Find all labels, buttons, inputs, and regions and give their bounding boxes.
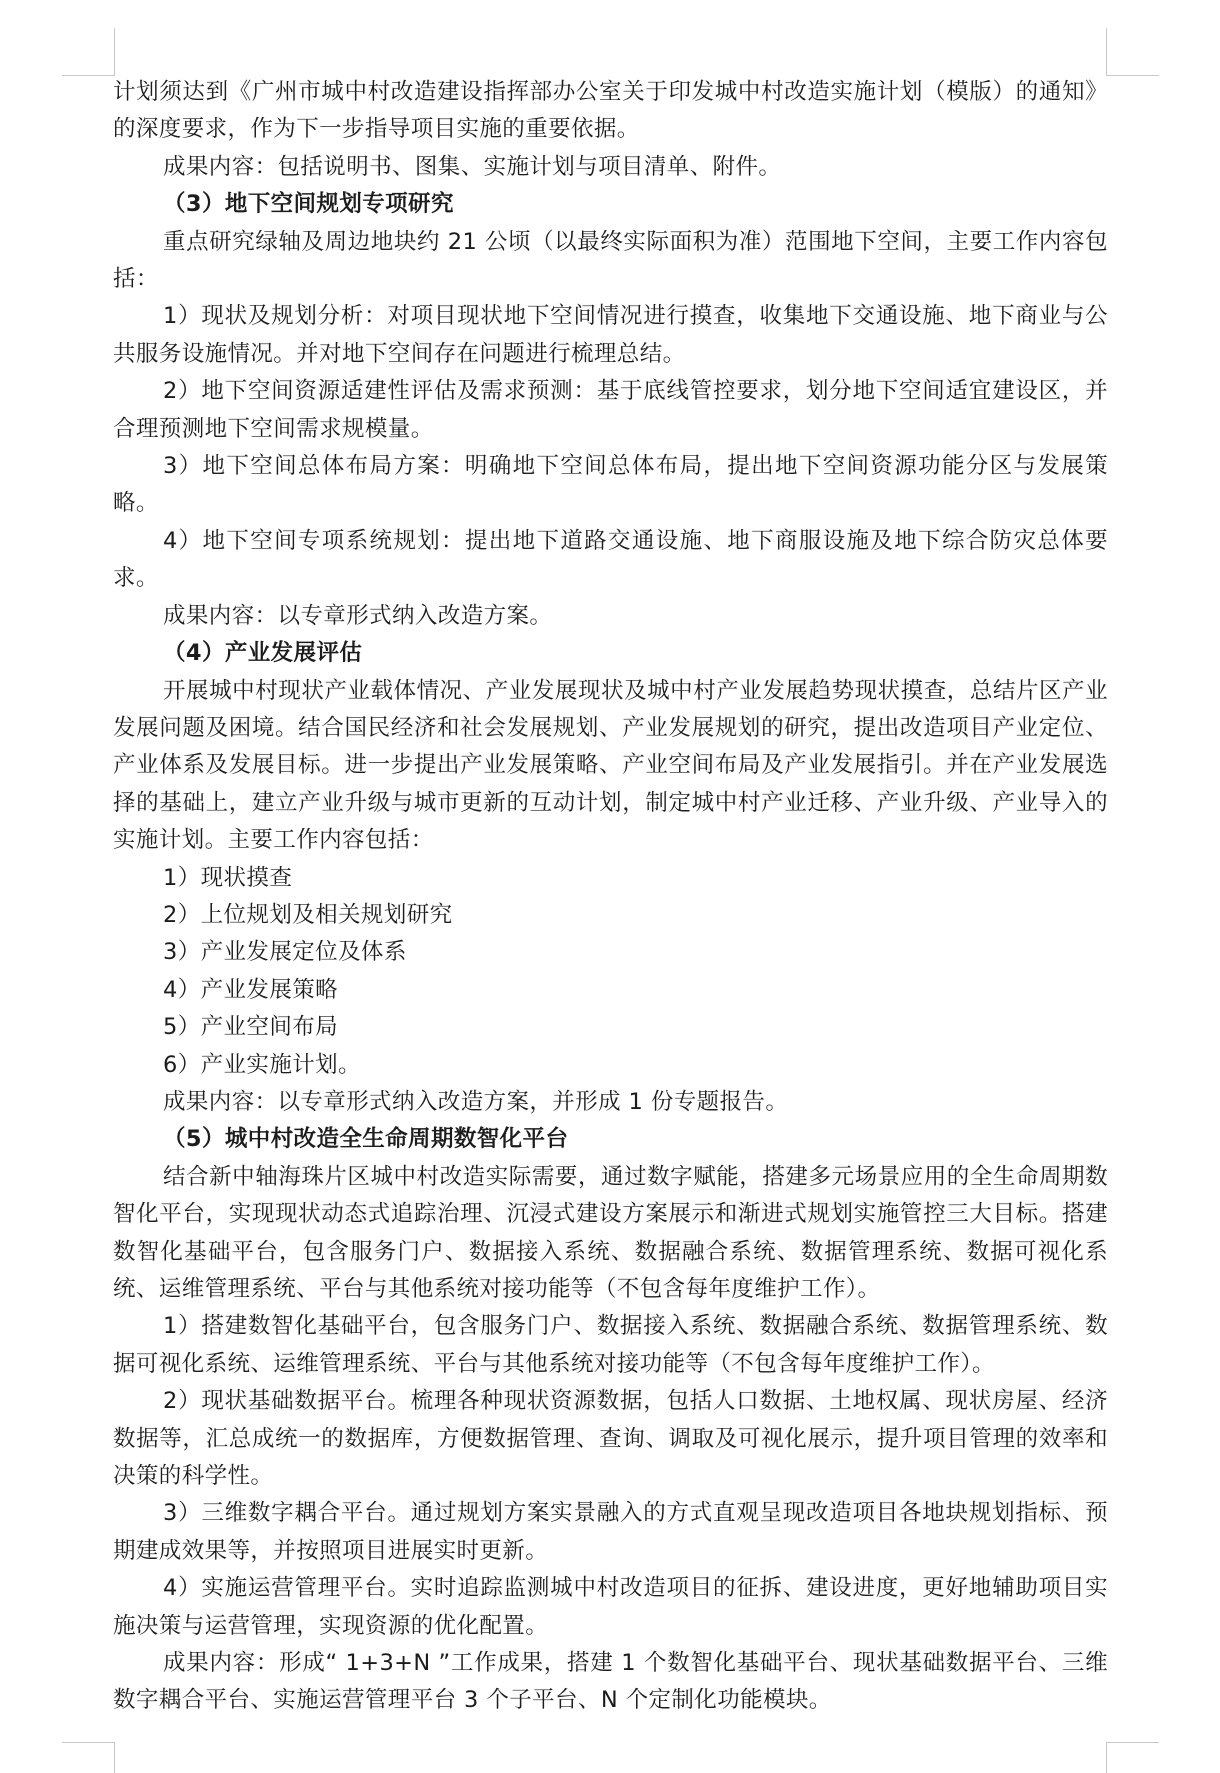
list-item-industry-2: 2）上位规划及相关规划研究 [163,901,453,928]
crop-mark-bottom-left [62,1742,115,1773]
crop-mark-top-right [1106,28,1159,76]
list-item-underground-1: 1）现状及规划分析：对项目现状地下空间情况进行摸查，收集地下交通设施、地下商业与公共服务设施情况。并对地下空间存在问题进行梳理总结。 [113,303,1108,367]
section-heading-industry: （4）产业发展评估 [163,640,363,667]
list-item-industry-3: 3）产业发展定位及体系 [163,939,407,966]
list-item-industry-5: 5）产业空间布局 [163,1014,339,1041]
paragraph-deliverables-industry: 成果内容：以专章形式纳入改造方案，并形成 1 份专题报告。 [163,1088,789,1115]
list-item-underground-3: 3）地下空间总体布局方案：明确地下空间总体布局，提出地下空间资源功能分区与发展策略。 [113,453,1108,517]
list-item-industry-4: 4）产业发展策略 [163,976,339,1003]
paragraph-continuation: 计划须达到《广州市城中村改造建设指挥部办公室关于印发城中村改造实施计划（模版）的通知》的深度要求，作为下一步指导项目实施的重要依据。 [113,79,1108,143]
crop-mark-top-left [62,28,115,76]
document-body [113,74,1108,1720]
list-item-underground-2: 2）地下空间资源适建性评估及需求预测：基于底线管控要求，划分地下空间适宜建设区，并合理预测地下空间需求规模量。 [113,378,1108,442]
crop-mark-bottom-right [1106,1742,1159,1773]
paragraph-deliverables-underground: 成果内容：以专章形式纳入改造方案。 [163,602,553,629]
list-item-industry-6: 6）产业实施计划。 [163,1051,361,1078]
list-item-industry-1: 1）现状摸查 [163,864,293,891]
list-item-platform-2: 2）现状基础数据平台。梳理各种现状资源数据，包括人口数据、土地权属、现状房屋、经济数据等，汇总成统一的数据库，方便数据管理、查询、调取及可视化展示，提升项目管理的效率和决策的科学性。 [113,1388,1108,1490]
list-item-platform-3: 3）三维数字耦合平台。通过规划方案实景融入的方式直观呈现改造项目各地块规划指标、预期建成效果等，并按照项目进展实时更新。 [113,1500,1108,1564]
list-item-platform-4: 4）实施运营管理平台。实时追踪监测城中村改造项目的征拆、建设进度，更好地辅助项目实施决策与运营管理，实现资源的优化配置。 [113,1575,1108,1639]
paragraph-deliverables-planning: 成果内容：包括说明书、图集、实施计划与项目清单、附件。 [163,153,782,180]
list-item-underground-4: 4）地下空间专项系统规划：提出地下道路交通设施、地下商服设施及地下综合防灾总体要求。 [113,527,1108,592]
paragraph-underground-intro: 重点研究绿轴及周边地块约 21 公顷（以最终实际面积为准）范围地下空间，主要工作内容包括： [113,228,1108,293]
section-heading-underground-space: （3）地下空间规划专项研究 [163,191,454,218]
section-heading-digital-platform: （5）城中村改造全生命周期数智化平台 [163,1126,569,1153]
paragraph-deliverables-platform: 成果内容：形成“ 1+3+N ”工作成果，搭建 1 个数智化基础平台、现状基础数据平台、三维数字耦合平台、实施运营管理平台 3 个子平台、N 个定制化功能模块。 [113,1650,1108,1714]
list-item-platform-1: 1）搭建数智化基础平台，包含服务门户、数据接入系统、数据融合系统、数据管理系统、数据可视化系统、运维管理系统、平台与其他系统对接功能等（不包含每年度维护工作）。 [113,1313,1108,1377]
paragraph-industry-intro: 开展城中村现状产业载体情况、产业发展现状及城中村产业发展趋势现状摸查，总结片区产业发展问题及困境。结合国民经济和社会发展规划、产业发展规划的研究，提出改造项目产业定位、产业体系及发展目标。进一步提出产业发展策略、产业空间布局及产业发展指引。并在产业发展选择的基础上，建立产业升级与城市更新的互动计划，制定城中村产业迁移、产业升级、产业导入的实施计划。主要工作内容包括： [113,677,1108,854]
paragraph-platform-intro: 结合新中轴海珠片区城中村改造实际需要，通过数字赋能，搭建多元场景应用的全生命周期数智化平台，实现现状动态式追踪治理、沉浸式建设方案展示和渐进式规划实施管控三大目标。搭建数智化基础平台，包含服务门户、数据接入系统、数据融合系统、数据管理系统、数据可视化系统、运维管理系统、平台与其他系统对接功能等（不包含每年度维护工作）。 [113,1163,1108,1302]
